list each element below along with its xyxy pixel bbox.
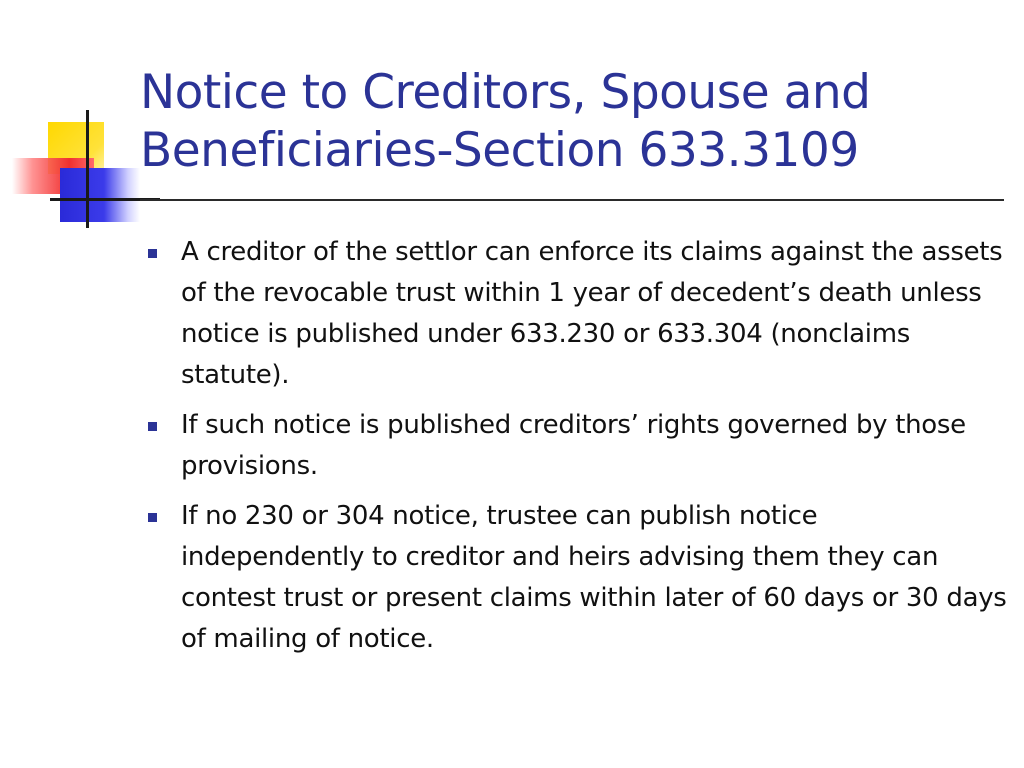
bullet-item: [148, 405, 1008, 487]
bullet-list: [148, 232, 1008, 669]
bullet-item: [148, 496, 1008, 660]
bullet-square-icon: [148, 513, 157, 522]
bullet-square-icon: [148, 249, 157, 258]
decorative-logo: [0, 0, 160, 240]
bullet-square-icon: [148, 422, 157, 431]
bullet-item: [148, 232, 1008, 396]
blue-square: [60, 168, 140, 222]
bullet-text: If such notice is published creditors’ rights governed by those provisions.: [181, 410, 966, 481]
title-rule: [140, 199, 1004, 201]
vertical-line: [86, 110, 89, 228]
bullet-text: A creditor of the settlor can enforce its claims against the assets of the revocable trust within 1 year of decedent’s death unless notice is published under 633.230 or 633.304 (nonclaims statute).: [181, 237, 1003, 390]
slide-title: Notice to Creditors, Spouse and Beneficiaries-Section 633.3109: [140, 65, 871, 178]
bullet-text: If no 230 or 304 notice, trustee can publish notice independently to creditor and heirs advising them they can contest trust or present claims within later of 60 days or 30 days of mailing of notice.: [181, 501, 1007, 654]
